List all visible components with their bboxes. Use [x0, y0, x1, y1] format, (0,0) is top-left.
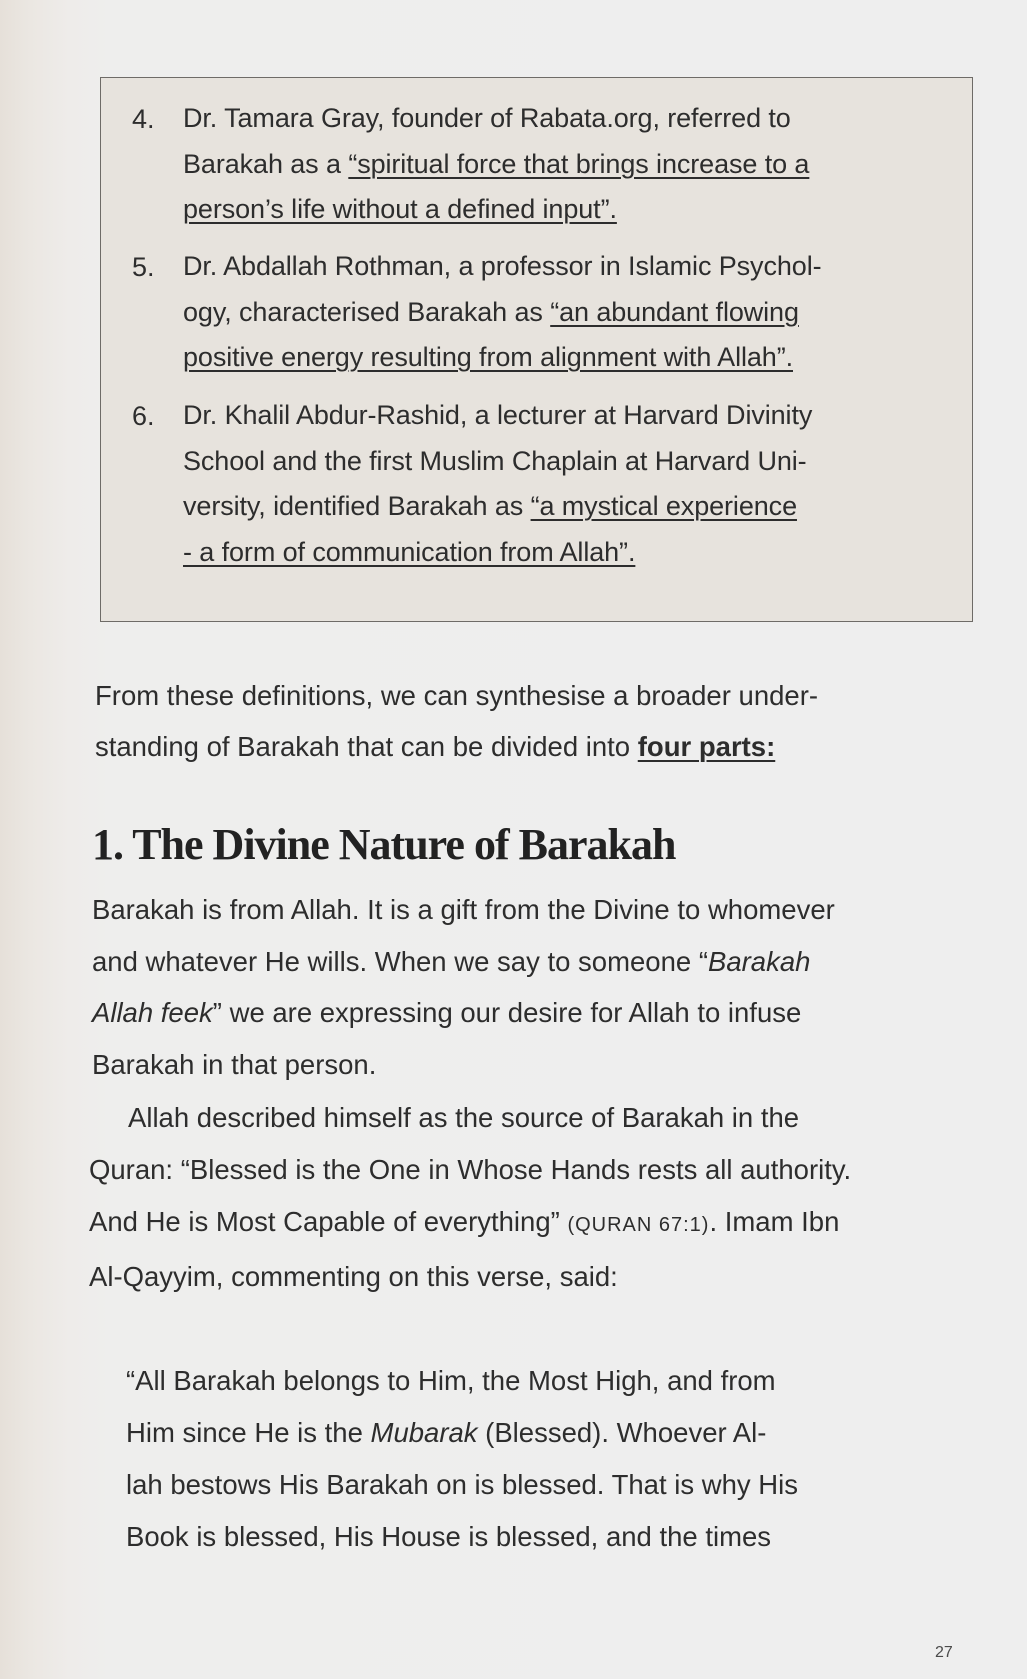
underlined-quote: “spiritual force that brings increase to a — [348, 148, 810, 179]
text-span: ogy, characterised Barakah as — [183, 296, 551, 327]
text-span: (Blessed). Whoever Al- — [477, 1417, 767, 1448]
text-line: Barakah in that person. — [92, 1048, 377, 1080]
text-line: lah bestows His Barakah on is blessed. That is why His — [126, 1469, 799, 1500]
text-line — [126, 1407, 798, 1459]
text-span: Dr. Tamara Gray, founder of Rabata.org, referred to — [183, 103, 791, 133]
text-line — [183, 530, 963, 576]
definitions-box — [100, 77, 973, 622]
italic-phrase: Allah feek — [92, 997, 213, 1028]
text-line: “All Barakah belongs to Him, the Most High, and from — [126, 1365, 776, 1396]
text-line — [95, 721, 818, 772]
text-line: Barakah is from Allah. It is a gift from the Divine to whomever — [92, 894, 835, 925]
emphasis-four-parts: four parts: — [637, 731, 776, 762]
underlined-quote: positive energy resulting from alignment with Allah”. — [183, 342, 793, 372]
text-line — [183, 484, 963, 530]
text-line: From these definitions, we can synthesise a broader under- — [95, 680, 819, 711]
text-span: Dr. Khalil Abdur-Rashid, a lecturer at Harvard Divinity — [183, 400, 813, 430]
text-line — [183, 393, 963, 439]
text-span: School and the first Muslim Chaplain at Harvard Uni- — [183, 445, 807, 476]
text-line — [183, 290, 963, 336]
text-line — [183, 96, 963, 142]
underlined-quote: - a form of communication from Allah”. — [183, 536, 636, 567]
quran-citation: (QURAN 67:1) — [567, 1214, 710, 1236]
text-span: and whatever He wills. When we say to someone “ — [92, 945, 708, 977]
text-line: Book is blessed, His House is blessed, and the times — [126, 1521, 772, 1552]
list-number: 6. — [132, 401, 155, 431]
text-span: And He is Most Capable of everything” — [89, 1206, 568, 1237]
text-line — [183, 335, 963, 381]
body-paragraph-2 — [89, 1092, 851, 1303]
list-number: 4. — [132, 104, 155, 134]
text-span: . Imam Ibn — [709, 1206, 840, 1237]
text-line — [183, 142, 963, 188]
body-paragraph-1 — [92, 884, 835, 1090]
definition-text — [183, 244, 963, 381]
text-span: versity, identified Barakah as — [183, 491, 531, 521]
text-line — [183, 244, 963, 290]
text-span: ” we are expressing our desire for Allah to infuse — [212, 997, 802, 1028]
underlined-quote: person’s life without a defined input”. — [183, 194, 617, 224]
definition-text — [183, 393, 963, 575]
text-line: Quran: “Blessed is the One in Whose Hands rests all authority. — [89, 1154, 852, 1185]
intro-paragraph — [95, 670, 818, 772]
list-number: 5. — [132, 252, 155, 282]
italic-phrase: Mubarak — [370, 1417, 478, 1448]
text-span: Him since He is the — [126, 1417, 371, 1448]
text-line — [92, 936, 835, 988]
definition-text — [183, 96, 963, 233]
page-number: 27 — [935, 1644, 953, 1661]
text-line: Al-Qayyim, commenting on this verse, said: — [89, 1261, 618, 1292]
text-line — [183, 187, 963, 233]
italic-phrase: Barakah — [707, 945, 811, 977]
text-line — [92, 987, 835, 1039]
text-span: Barakah as a — [183, 148, 349, 179]
text-span: standing of Barakah that can be divided into — [95, 731, 638, 762]
section-heading: 1. The Divine Nature of Barakah — [92, 820, 676, 869]
block-quote — [126, 1355, 798, 1563]
underlined-quote: “an abundant flowing — [550, 296, 799, 327]
text-line — [89, 1196, 851, 1251]
text-line: Allah described himself as the source of Barakah in the — [128, 1102, 800, 1133]
underlined-quote: “a mystical experience — [530, 491, 797, 521]
text-span: Dr. Abdallah Rothman, a professor in Islamic Psychol- — [183, 251, 822, 281]
text-line — [183, 439, 963, 485]
